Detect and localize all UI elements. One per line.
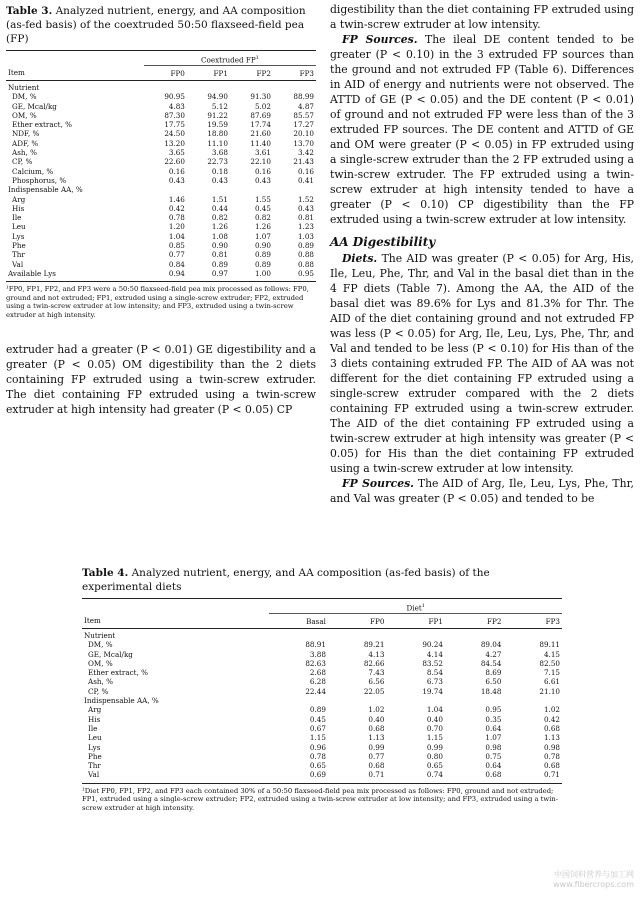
table-cell: 90.24: [422, 640, 443, 650]
table4: [82, 598, 562, 780]
table-cell: 6.28: [309, 677, 326, 687]
table-cell: 21.43: [293, 157, 314, 167]
row-label: Lys: [88, 742, 101, 752]
right-column: [330, 2, 634, 506]
diets-text: The AID was greater (P < 0.05) for Arg, His, Ile, Leu, Phe, Thr, and Val in the basal diet than in the 4 FP diets (Table 7). Among the AA, the AID of the basal diet was 89.6% for Lys and 81.3% for Thr. The AID of the diet containing ground and not extruded FP was less (P < 0.05) for Arg, Ile, Leu, Lys, Phe, Thr, and Val and tended to be less (P < 0.10) for His than of the 3 diets containing extruded FP. The AID of AA was not different for the diet containing FP extruded using a single-screw extruder compared with the 2 diets containing FP extruded using a twin-screw extruder. The AID of the diet containing FP extruded using a twin-screw extruder at high intensity was greater (P < 0.05) for His than the diet containing FP extruded using a twin-screw extruder at low intensity.: [330, 252, 634, 475]
table4-body: [82, 628, 562, 779]
row-label: GE, Mcal/kg: [12, 101, 57, 111]
table-cell: 1.07: [254, 231, 271, 241]
table-cell: 82.66: [363, 658, 385, 668]
table-cell: 3.65: [168, 148, 185, 158]
table-cell: 4.87: [297, 101, 314, 111]
table-cell: 0.77: [168, 250, 185, 260]
table4-label: Table 4.: [82, 567, 129, 579]
column-header: FP2: [256, 68, 271, 78]
table3-header-row: [6, 65, 316, 80]
table-cell: 0.65: [309, 761, 326, 771]
table-row: [82, 687, 562, 696]
row-label: Ile: [12, 213, 22, 223]
table-cell: 1.13: [368, 733, 385, 743]
table-cell: 1.02: [368, 705, 385, 715]
table-cell: 1.23: [297, 222, 314, 232]
table4-footnote: ¹Diet FP0, FP1, FP2, and FP3 each contained 30% of a 50:50 flaxseed-field pea mix processed as follows: FP0, ground and not extruded; FP1, extruded using a single-screw extruder; FP2, extruded using a twin-screw extruder at low intensity; and FP3, extruded using a twin-screw extruder at high intensity.: [82, 783, 562, 813]
table-row: [6, 213, 316, 222]
right-paragraph-0: digestibility than the diet containing FP extruded using a twin-screw extruder at low intensity.: [330, 3, 634, 31]
table-cell: 19.59: [207, 120, 228, 130]
table-cell: 0.68: [368, 723, 385, 733]
table-cell: 0.82: [211, 213, 228, 223]
table4-spanner: Diet$^1$: [269, 599, 562, 614]
column-header: FP1: [428, 616, 443, 626]
table-row: [82, 743, 562, 752]
table-row: [82, 659, 562, 668]
table-cell: 94.90: [207, 92, 228, 102]
table-cell: 6.50: [485, 677, 502, 687]
table-cell: 0.18: [211, 166, 228, 176]
column-header: FP2: [487, 616, 502, 626]
table-cell: 6.56: [368, 677, 385, 687]
row-label: Phe: [88, 751, 102, 761]
table-cell: 0.71: [368, 770, 385, 780]
table-cell: 0.71: [543, 770, 560, 780]
table3-caption-text: Analyzed nutrient, energy, and AA composition (as-fed basis) of the coextruded 50:50 flaxseed-field pea (FP): [6, 5, 306, 45]
row-label: DM, %: [88, 640, 113, 650]
row-label: Phosphorus, %: [12, 175, 67, 185]
table4-caption-text: Analyzed nutrient, energy, and AA composition (as-fed basis) of the experimental diets: [82, 567, 490, 593]
column-header: FP3: [299, 68, 314, 78]
table-cell: 0.64: [485, 723, 502, 733]
table-cell: 88.99: [293, 92, 314, 102]
table-cell: 8.69: [485, 668, 502, 678]
table-row: [82, 724, 562, 733]
table-cell: 0.74: [426, 770, 443, 780]
table-cell: 5.12: [211, 101, 228, 111]
table-cell: 1.03: [297, 231, 314, 241]
table-cell: 87.30: [164, 110, 185, 120]
table-cell: 17.74: [250, 120, 271, 130]
table-cell: 89.21: [363, 640, 385, 650]
watermark-line1: 中国饲料营养与加工网: [554, 870, 634, 879]
table-cell: 24.50: [164, 129, 185, 139]
table-cell: 0.89: [309, 705, 326, 715]
column-header: Basal: [306, 616, 326, 626]
table-cell: 1.07: [485, 733, 502, 743]
right-paragraph-2: [330, 251, 634, 476]
table-cell: 4.14: [426, 649, 443, 659]
row-label: Thr: [12, 250, 25, 260]
table-cell: 0.94: [168, 268, 185, 278]
table-cell: 0.89: [254, 259, 271, 269]
diets-heading: Diets.: [342, 252, 378, 265]
table-cell: 0.89: [254, 250, 271, 260]
row-label: Arg: [12, 194, 26, 204]
row-label: Ether extract, %: [12, 120, 72, 130]
table-cell: 18.48: [480, 686, 502, 696]
table-cell: 1.00: [254, 268, 271, 278]
table-cell: 1.20: [168, 222, 185, 232]
table-row: [6, 176, 316, 185]
row-label: DM, %: [12, 92, 37, 102]
table-cell: 19.74: [422, 686, 443, 696]
row-label: Calcium, %: [12, 166, 54, 176]
table-cell: 5.02: [254, 101, 271, 111]
table-cell: 87.69: [250, 110, 271, 120]
table-cell: 21.60: [250, 129, 271, 139]
table-cell: 0.70: [426, 723, 443, 733]
table-cell: 0.41: [297, 175, 314, 185]
section-heading: Indispensable AA, %: [84, 696, 159, 706]
table-row: [6, 250, 316, 259]
table-row: [6, 129, 316, 138]
row-label: ADF, %: [12, 138, 39, 148]
table-row: [6, 139, 316, 148]
row-label: Available Lys: [8, 268, 56, 278]
aa-digestibility-heading: AA Digestibility: [330, 235, 436, 249]
table-cell: 0.75: [485, 751, 502, 761]
section-heading: Nutrient: [8, 82, 40, 92]
row-label: Thr: [88, 761, 101, 771]
fp-sources-text-2: The AID of Arg, Ile, Leu, Lys, Phe, Thr, and Val was greater (P < 0.05) and tended to be: [330, 477, 634, 505]
table-cell: 1.13: [543, 733, 560, 743]
table-cell: 0.97: [211, 268, 228, 278]
table4-item-header: Item: [84, 616, 101, 626]
row-label: Leu: [12, 222, 26, 232]
table-cell: 13.20: [164, 138, 185, 148]
row-label: His: [88, 714, 101, 724]
row-label: Val: [88, 770, 100, 780]
table-row: [6, 92, 316, 101]
table3: [6, 50, 316, 278]
table-cell: 3.42: [297, 148, 314, 158]
row-label: Ash, %: [88, 677, 113, 687]
table-cell: 0.78: [168, 213, 185, 223]
table-cell: 1.04: [168, 231, 185, 241]
table-cell: 0.81: [211, 250, 228, 260]
table-cell: 0.96: [309, 742, 326, 752]
table-cell: 11.40: [250, 138, 271, 148]
table-cell: 1.26: [211, 222, 228, 232]
table-cell: 0.90: [211, 241, 228, 251]
table-cell: 7.15: [543, 668, 560, 678]
row-label: Ile: [88, 723, 98, 733]
row-label: Lys: [12, 231, 25, 241]
table-cell: 0.81: [297, 213, 314, 223]
table-row: [6, 232, 316, 241]
table3-caption: [6, 4, 316, 46]
table-row: [6, 111, 316, 120]
table-cell: 1.26: [254, 222, 271, 232]
table-row: [6, 222, 316, 231]
table-cell: 3.61: [254, 148, 271, 158]
table-cell: 1.51: [211, 194, 228, 204]
section-heading-row: [6, 80, 316, 92]
table-cell: 83.52: [422, 658, 443, 668]
table-row: [6, 204, 316, 213]
row-label: Arg: [88, 705, 102, 715]
row-label: Val: [12, 259, 24, 269]
table-cell: 0.78: [309, 751, 326, 761]
table-cell: 22.10: [250, 157, 271, 167]
table-cell: 0.95: [297, 268, 314, 278]
table-cell: 4.83: [168, 101, 185, 111]
table-cell: 0.84: [168, 259, 185, 269]
table-row: [82, 705, 562, 714]
table-cell: 85.57: [293, 110, 314, 120]
table3-body: [6, 80, 316, 278]
column-header: FP3: [545, 616, 560, 626]
table-cell: 7.43: [368, 668, 385, 678]
section-heading: Nutrient: [84, 630, 116, 640]
table-cell: 1.04: [426, 705, 443, 715]
table-row: [82, 770, 562, 779]
table-cell: 0.77: [368, 751, 385, 761]
table-cell: 0.89: [211, 259, 228, 269]
table-cell: 0.40: [426, 714, 443, 724]
column-header: FP1: [213, 68, 228, 78]
table-cell: 0.89: [297, 241, 314, 251]
table-cell: 0.82: [254, 213, 271, 223]
table-cell: 17.75: [164, 120, 185, 130]
table-row: [6, 120, 316, 129]
table-row: [82, 677, 562, 686]
table-row: [82, 733, 562, 742]
table-row: [82, 761, 562, 770]
fp-sources-heading: FP Sources.: [342, 33, 418, 46]
table-cell: 8.54: [426, 668, 443, 678]
table-cell: 89.04: [480, 640, 502, 650]
table-cell: 90.95: [164, 92, 185, 102]
table-cell: 0.35: [485, 714, 502, 724]
row-label: OM, %: [12, 110, 37, 120]
table-cell: 21.10: [539, 686, 560, 696]
table-cell: 22.73: [207, 157, 228, 167]
table-cell: 1.15: [309, 733, 326, 743]
table-cell: 0.88: [297, 259, 314, 269]
row-label: OM, %: [88, 658, 113, 668]
table3-item-header: Item: [8, 68, 25, 78]
table-cell: 4.27: [485, 649, 502, 659]
row-label: Phe: [12, 241, 26, 251]
table-cell: 0.68: [543, 761, 560, 771]
table-cell: 91.30: [250, 92, 271, 102]
table-row: [6, 102, 316, 111]
table-cell: 1.52: [297, 194, 314, 204]
table-cell: 0.42: [543, 714, 560, 724]
table-cell: 0.67: [309, 723, 326, 733]
left-paragraph: extruder had a greater (P < 0.01) GE digestibility and a greater (P < 0.05) OM digestibility than the 2 diets containing FP extruded using a twin-screw extruder. The diet containing FP extruded using a twin-screw extruder at high intensity had greater (P < 0.05) CP: [6, 342, 316, 416]
row-label: Leu: [88, 733, 102, 743]
table-row: [82, 752, 562, 761]
table3-label: Table 3.: [6, 5, 53, 17]
table-cell: 1.02: [543, 705, 560, 715]
table-row: [6, 241, 316, 250]
table-cell: 17.27: [293, 120, 314, 130]
section-heading-row: [82, 628, 562, 640]
table-cell: 1.46: [168, 194, 185, 204]
table-cell: 0.43: [211, 175, 228, 185]
table-cell: 0.68: [485, 770, 502, 780]
table-cell: 0.43: [297, 203, 314, 213]
column-header: FP0: [170, 68, 185, 78]
table-row: [82, 715, 562, 724]
table-cell: 0.98: [485, 742, 502, 752]
table-cell: 89.11: [539, 640, 560, 650]
table-row: [6, 195, 316, 204]
table-cell: 20.10: [293, 129, 314, 139]
table-cell: 82.63: [305, 658, 326, 668]
section-heading: Indispensable AA, %: [8, 185, 83, 195]
table4-block: [82, 566, 562, 813]
table-cell: 1.15: [426, 733, 443, 743]
table-cell: 0.99: [368, 742, 385, 752]
table-cell: 0.95: [485, 705, 502, 715]
table-cell: 0.43: [254, 175, 271, 185]
watermark: [553, 870, 634, 890]
table-cell: 0.16: [168, 166, 185, 176]
table-cell: 0.16: [254, 166, 271, 176]
table-cell: 0.69: [309, 770, 326, 780]
table-row: [6, 269, 316, 278]
row-label: Ash, %: [12, 148, 37, 158]
table-cell: 2.68: [309, 668, 326, 678]
table4-caption: [82, 566, 562, 594]
table-row: [82, 640, 562, 649]
table-cell: 0.90: [254, 241, 271, 251]
table-cell: 0.78: [543, 751, 560, 761]
column-header: FP0: [370, 616, 385, 626]
table-cell: 6.73: [426, 677, 443, 687]
row-label: CP, %: [88, 686, 109, 696]
watermark-line2: www.fibercrops.com: [553, 880, 634, 889]
table-cell: 0.44: [211, 203, 228, 213]
table-cell: 1.55: [254, 194, 271, 204]
table-cell: 0.80: [426, 751, 443, 761]
table-row: [6, 260, 316, 269]
table-cell: 84.54: [480, 658, 502, 668]
table-cell: 0.64: [485, 761, 502, 771]
row-label: Ether extract, %: [88, 668, 148, 678]
table-cell: 22.44: [305, 686, 326, 696]
table-cell: 4.13: [368, 649, 385, 659]
table4-header-row: [82, 613, 562, 628]
table-row: [6, 148, 316, 157]
fp-sources-heading-2: FP Sources.: [342, 477, 414, 490]
row-label: NDF, %: [12, 129, 40, 139]
table3-footnote: ¹FP0, FP1, FP2, and FP3 were a 50:50 flaxseed-field pea mix processed as follows: FP0, ground and not extruded; FP1, extruded using a single-screw extruder; FP2, extruded using a twin-screw extruder at low intensity; and FP3, extruded using a twin-screw extruder at high intensity.: [6, 281, 316, 319]
table3-spanner: Coextruded $FP^1$: [144, 51, 316, 66]
row-label: CP, %: [12, 157, 33, 167]
table-cell: 82.50: [539, 658, 560, 668]
table-cell: 18.80: [207, 129, 228, 139]
table-row: [82, 650, 562, 659]
table-cell: 1.08: [211, 231, 228, 241]
table-cell: 22.05: [363, 686, 385, 696]
table-cell: 0.16: [297, 166, 314, 176]
table-cell: 88.91: [305, 640, 326, 650]
table-row: [6, 167, 316, 176]
row-label: His: [12, 203, 25, 213]
section-heading-row: [82, 696, 562, 705]
row-label: GE, Mcal/kg: [88, 649, 133, 659]
table-cell: 13.70: [293, 138, 314, 148]
table-cell: 0.40: [368, 714, 385, 724]
table-cell: 3.68: [211, 148, 228, 158]
table-cell: 0.88: [297, 250, 314, 260]
table-cell: 3.88: [309, 649, 326, 659]
table-cell: 0.68: [543, 723, 560, 733]
right-paragraph-3: [330, 476, 634, 506]
table-cell: 0.99: [426, 742, 443, 752]
fp-sources-text: The ileal DE content tended to be greater (P < 0.10) in the 3 extruded FP sources than the ground and not extruded FP (Table 6). Differences in AID of energy and nutrients were not observed. The ATTD of GE (P < 0.05) and the DE content (P < 0.01) of ground and not extruded FP were less than of the 3 extruded FP sources. The DE content and ATTD of GE and OM were greater (P < 0.05) in FP extruded using a single-screw extruder than the 2 FP extruded using a twin-screw extruder. The FP extruded using a twin-screw extruder at high intensity tended to have a greater (P < 0.10) CP digestibility than the FP extruded using a twin-screw extruder at low intensity.: [330, 33, 634, 226]
table-cell: 0.85: [168, 241, 185, 251]
table-cell: 0.45: [309, 714, 326, 724]
table-cell: 0.68: [368, 761, 385, 771]
table-cell: 0.98: [543, 742, 560, 752]
table-cell: 91.22: [207, 110, 228, 120]
table-cell: 6.61: [543, 677, 560, 687]
left-column: [6, 4, 316, 417]
table-cell: 11.10: [207, 138, 228, 148]
table-row: [82, 668, 562, 677]
table-cell: 0.43: [168, 175, 185, 185]
table-cell: 0.65: [426, 761, 443, 771]
section-heading-row: [6, 185, 316, 194]
table-cell: 4.15: [543, 649, 560, 659]
table-cell: 0.45: [254, 203, 271, 213]
table-row: [6, 157, 316, 166]
table-cell: 0.42: [168, 203, 185, 213]
right-paragraph-1: [330, 32, 634, 227]
table-cell: 22.60: [164, 157, 185, 167]
